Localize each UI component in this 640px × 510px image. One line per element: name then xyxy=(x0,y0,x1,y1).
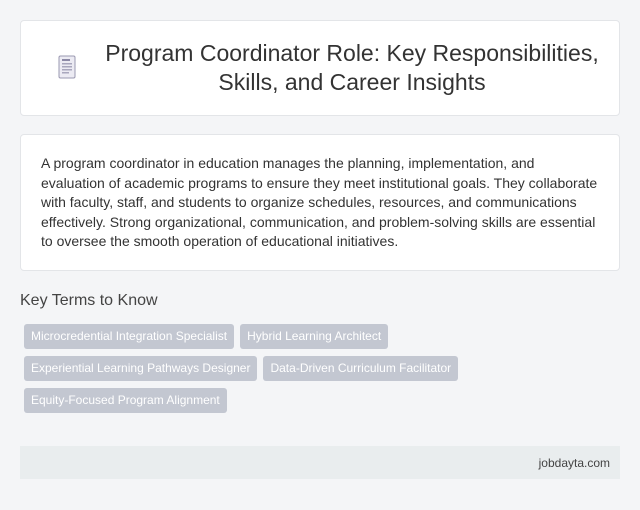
term-tag[interactable]: Hybrid Learning Architect xyxy=(240,324,388,349)
footer-bar xyxy=(20,446,620,479)
term-tag[interactable]: Data-Driven Curriculum Facilitator xyxy=(263,356,458,381)
term-tag[interactable]: Experiential Learning Pathways Designer xyxy=(24,356,257,381)
key-terms-heading: Key Terms to Know xyxy=(20,292,158,309)
key-terms-list xyxy=(24,324,544,413)
title-card xyxy=(20,20,620,116)
term-tag[interactable]: Microcredential Integration Specialist xyxy=(24,324,234,349)
page-title: Program Coordinator Role: Key Responsibilities, Skills, and Career Insights xyxy=(105,40,599,95)
document-icon xyxy=(57,55,77,79)
summary-text: A program coordinator in education manages the planning, implementation, and evaluation of academic programs to ensure they meet institutional goals. They collaborate with faculty, staff, and students to organize schedules, resources, and communications effectively. Strong organizational, communication, and problem-solving skills are essential to oversee the smooth operation of educational initiatives. xyxy=(41,155,598,250)
term-tag[interactable]: Equity-Focused Program Alignment xyxy=(24,388,227,413)
footer-site-link[interactable]: jobdayta.com xyxy=(538,455,610,470)
summary-card xyxy=(20,134,620,271)
